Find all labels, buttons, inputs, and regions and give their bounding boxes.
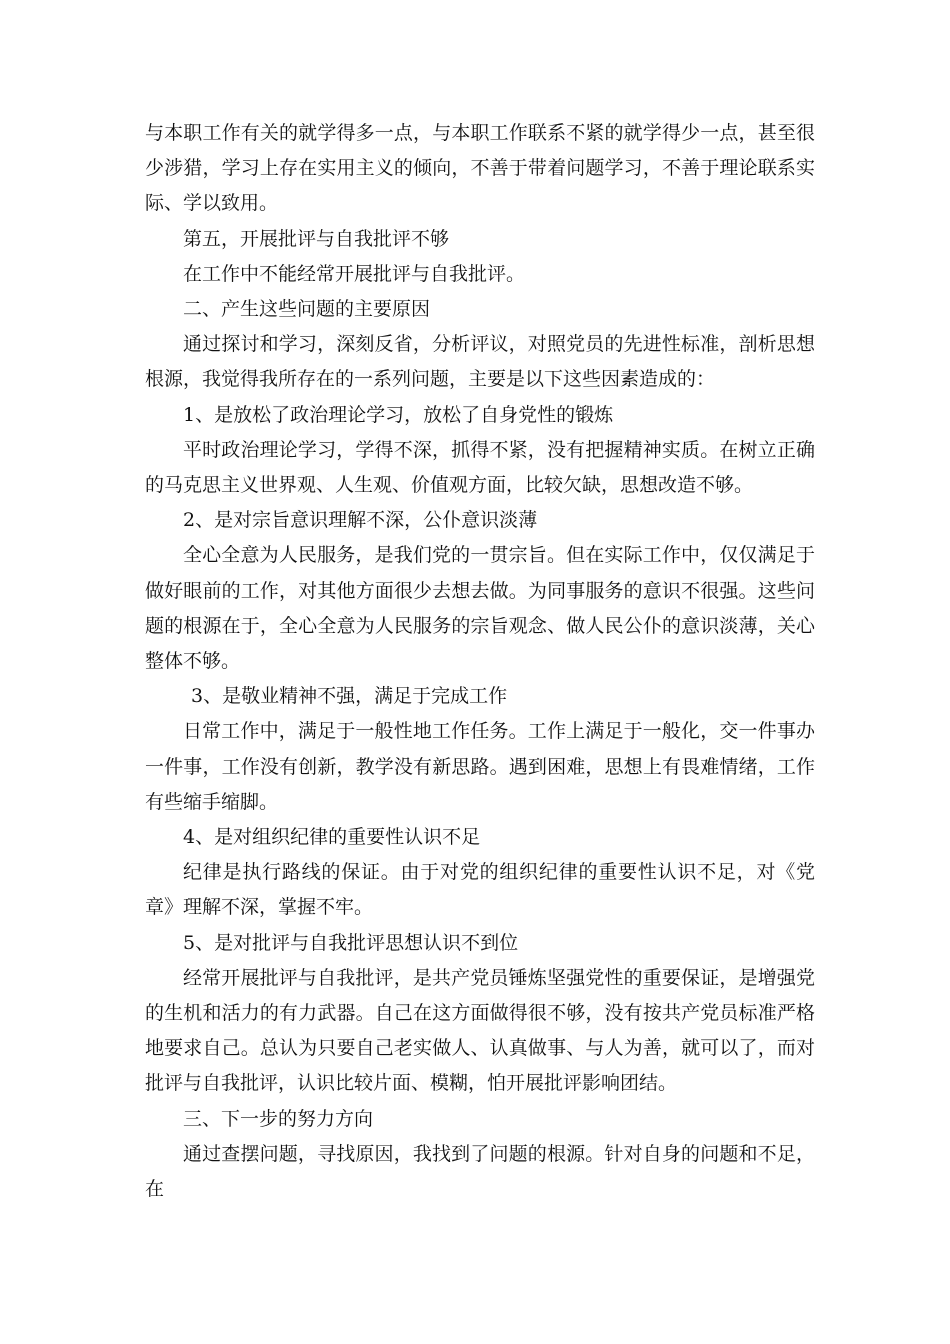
paragraph: 经常开展批评与自我批评，是共产党员锤炼坚强党性的重要保证，是增强党的生机和活力的有力武器。自己在这方面做得很不够，没有按共产党员标准严格地要求自己。总认为只要自己老实做人、认真做事、与人为善，就可以了，而对批评与自我批评，认识比较片面、模糊，怕开展批评影响团结。: [145, 966, 815, 1095]
subheading-1: 1、是放松了政治理论学习，放松了自身党性的锻炼: [183, 403, 614, 426]
subheading-4: 4、是对组织纪律的重要性认识不足: [183, 826, 481, 849]
paragraph: 平时政治理论学习，学得不深，抓得不紧，没有把握精神实质。在树立正确的马克思主义世界观、人生观、价值观方面，比较欠缺，思想改造不够。: [145, 438, 815, 497]
document-body: [145, 116, 815, 1207]
subheading-5: 5、是对批评与自我批评思想认识不到位: [183, 931, 519, 954]
paragraph: 日常工作中，满足于一般性地工作任务。工作上满足于一般化，交一件事办一件事，工作没有创新，教学没有新思路。遇到困难，思想上有畏难情绪，工作有些缩手缩脚。: [145, 720, 815, 813]
section-heading-two: 二、产生这些问题的主要原因: [183, 298, 431, 321]
section-heading-fifth: 第五，开展批评与自我批评不够: [183, 227, 450, 250]
paragraph: 通过查摆问题，寻找原因，我找到了问题的根源。针对自身的问题和不足，在: [145, 1142, 815, 1201]
paragraph: 纪律是执行路线的保证。由于对党的组织纪律的重要性认识不足，对《党章》理解不深，掌握不牢。: [145, 861, 815, 919]
subheading-2: 2、是对宗旨意识理解不深，公仆意识淡薄: [183, 509, 538, 532]
paragraph: 在工作中不能经常开展批评与自我批评。: [183, 262, 526, 285]
paragraph: 全心全意为人民服务，是我们党的一贯宗旨。但在实际工作中，仅仅满足于做好眼前的工作，对其他方面很少去想去做。为同事服务的意识不很强。这些问题的根源在于，全心全意为人民服务的宗旨观念、做人民公仆的意识淡薄，关心整体不够。: [145, 544, 815, 673]
paragraph-continuation: 与本职工作有关的就学得多一点，与本职工作联系不紧的就学得少一点，甚至很少涉猎，学习上存在实用主义的倾向，不善于带着问题学习，不善于理论联系实际、学以致用。: [145, 122, 815, 215]
subheading-3: 3、是敬业精神不强，满足于完成工作: [191, 685, 508, 708]
paragraph: 通过探讨和学习，深刻反省，分析评议，对照党员的先进性标准，剖析思想根源，我觉得我所存在的一系列问题，主要是以下这些因素造成的：: [145, 333, 815, 391]
section-heading-three: 三、下一步的努力方向: [183, 1107, 374, 1130]
